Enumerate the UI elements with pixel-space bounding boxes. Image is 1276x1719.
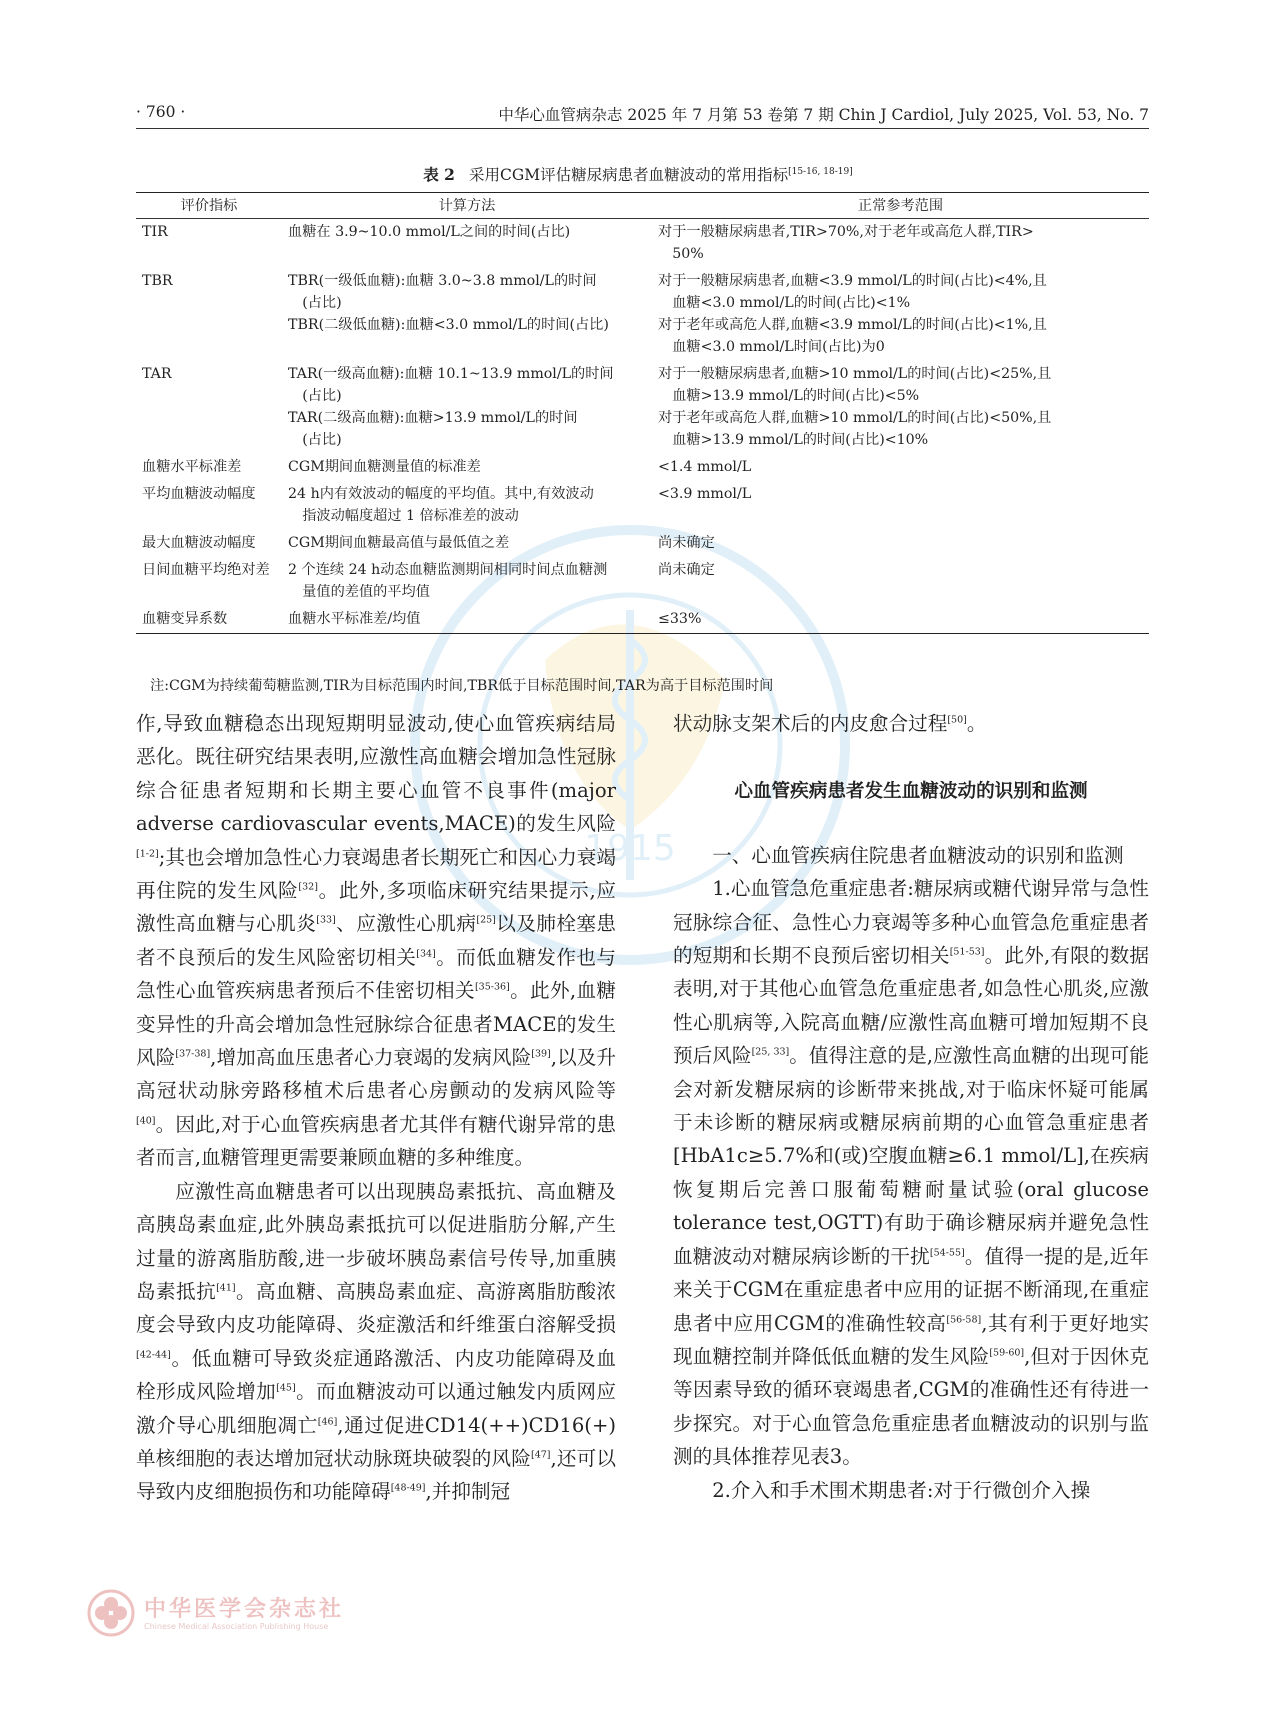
subsection-heading: 一、心血管疾病住院患者血糖波动的识别和监测 (712, 843, 1124, 867)
table-row (136, 454, 1149, 481)
cell-line: TAR(一级高血糖):血糖 10.1~13.9 mmol/L的时间 (288, 366, 614, 382)
continuation-paragraph: 状动脉支架术后的内皮愈合过程[50]。 (673, 712, 987, 735)
cell-metric (136, 606, 282, 634)
cell-line: 血糖>13.9 mmol/L的时间(占比)<10% (672, 432, 929, 448)
cell-line: 最大血糖波动幅度 (142, 535, 256, 551)
cell-line: 血糖变异系数 (142, 611, 228, 627)
cell-range (652, 454, 1149, 481)
cell-method (282, 454, 652, 481)
cell-method (282, 361, 652, 454)
cell-line: 血糖>13.9 mmol/L的时间(占比)<5% (672, 388, 920, 404)
body-paragraph: 2.介入和手术围术期患者:对于行微创介入操 (712, 1478, 1091, 1502)
citation-ref: [45] (276, 1382, 296, 1394)
body-paragraph: 1.心血管急危重症患者:糖尿病或糖代谢异常与急性冠脉综合征、急性心力衰竭等多种心血管急危重症患者的短期和长期不良预后密切相关[51-53]。此外,有限的数据表明,对于其他心血管急危重症患者,如急性心肌炎,应激性心肌病等,入院高血糖/应激性高血糖可增加短期不良预后风险[25, 33]。值得注意的是,应激性高血糖的出现可能会对新发糖尿病的诊断带来挑战,对于临床怀疑可能属于未诊断的糖尿病或糖尿病前期的心血管急重症患者[HbA1c≥5.7%和(或)空腹血糖≥6.1 mmol/L],在疾病恢复期后完善口服葡萄糖耐量试验(oral glucose tolerance test,OGTT)有助于确诊糖尿病并避免急性血糖波动对糖尿病诊断的干扰[54-55]。值得一提的是,近年来关于CGM在重症患者中应用的证据不断涌现,在重症患者中应用CGM的准确性较高[56-58],其有利于更好地实现血糖控制并降低低血糖的发生风险[59-60],但对于因休克等因素导致的循环衰竭患者,CGM的准确性还有待进一步探究。对于心血管急危重症患者血糖波动的识别与监测的具体推荐见表3。 (673, 877, 1150, 1469)
journal-citation: 中华心血管病杂志 2025 年 7 月第 53 卷第 7 期 Chin J Cardiol, July 2025, Vol. 53, No. 7 (498, 106, 1149, 124)
header-method: 计算方法 (282, 193, 652, 219)
cell-method (282, 606, 652, 634)
cell-method (282, 481, 652, 530)
cell-line: 血糖水平标准差 (142, 459, 242, 475)
cell-method (282, 530, 652, 557)
cell-line: <1.4 mmol/L (658, 459, 752, 475)
cell-line: 对于老年或高危人群,血糖<3.9 mmol/L的时间(占比)<1%,且 (658, 317, 1047, 333)
cell-line: 平均血糖波动幅度 (142, 486, 256, 502)
cell-line: 对于一般糖尿病患者,血糖>10 mmol/L的时间(占比)<25%,且 (658, 366, 1052, 382)
table-header-row (136, 193, 1149, 219)
metrics-table (136, 192, 1149, 634)
table-row (136, 219, 1149, 269)
cell-line: TBR (142, 273, 173, 289)
citation-ref: [33] (316, 914, 336, 926)
citation-ref: [50] (947, 714, 967, 726)
citation-ref: [59-60] (989, 1347, 1025, 1359)
body-paragraph: 作,导致血糖稳态出现短期明显波动,使心血管疾病结局恶化。既往研究结果表明,应激性高血糖会增加急性冠脉综合征患者短期和长期主要心血管不良事件(major adverse cardiovascular events,MACE)的发生风险[1-2];其也会增加急性心力衰竭患者长期死亡和因心力衰竭再住院的发生风险[32]。此外,多项临床研究结果提示,应激性高血糖与心肌炎[33]、应激性心肌病[25]以及肺栓塞患者不良预后的发生风险密切相关[34]。而低血糖发作也与急性心血管疾病患者预后不佳密切相关[35-36]。此外,血糖变异性的升高会增加急性冠脉综合征患者MACE的发生风险[37-38],增加高血压患者心力衰竭的发病风险[39],以及升高冠状动脉旁路移植术后患者心房颤动的发病风险等[40]。因此,对于心血管疾病患者尤其伴有糖代谢异常的患者而言,血糖管理更需要兼顾血糖的多种维度。 (136, 712, 617, 1170)
table-caption-refs: [15-16, 18-19] (788, 166, 853, 177)
cell-line: TBR(二级低血糖):血糖<3.0 mmol/L的时间(占比) (288, 317, 609, 333)
cell-line: 量值的差值的平均值 (302, 584, 430, 600)
citation-ref: [35-36] (474, 981, 510, 993)
cell-metric (136, 268, 282, 361)
table-caption-text: 采用CGM评估糖尿病患者血糖波动的常用指标 (468, 166, 789, 184)
citation-ref: [25, 33] (751, 1046, 790, 1058)
cell-range (652, 219, 1149, 269)
citation-ref: [39] (531, 1048, 551, 1060)
table-note: 注:CGM为持续葡萄糖监测,TIR为目标范围内时间,TBR低于目标范围时间,TAR为高于目标范围时间 (150, 678, 774, 694)
header-range: 正常参考范围 (652, 193, 1149, 219)
cell-line: TBR(一级低血糖):血糖 3.0~3.8 mmol/L的时间 (288, 273, 597, 289)
cell-range (652, 606, 1149, 634)
cell-line: TAR (142, 366, 172, 382)
table-row (136, 530, 1149, 557)
table-row (136, 481, 1149, 530)
cell-range (652, 557, 1149, 606)
publisher-name-cn: 中华医学会杂志社 (144, 1596, 345, 1622)
cell-line: (占比) (302, 388, 342, 404)
cell-range (652, 361, 1149, 454)
cell-line: CGM期间血糖最高值与最低值之差 (288, 535, 510, 551)
citation-ref: [37-38] (175, 1048, 211, 1060)
cell-line: TIR (142, 224, 168, 240)
citation-ref: [41] (216, 1282, 236, 1294)
citation-ref: [1-2] (136, 848, 159, 860)
cell-metric (136, 557, 282, 606)
citation-ref: [51-53] (949, 946, 985, 958)
table-body (136, 219, 1149, 634)
cell-line: 2 个连续 24 h动态血糖监测期间相同时间点血糖测 (288, 562, 608, 578)
right-column (673, 707, 1149, 1507)
citation-ref: [48-49] (390, 1482, 426, 1494)
table-caption (0, 163, 1276, 185)
cell-range (652, 481, 1149, 530)
citation-ref: [47] (531, 1449, 551, 1461)
cell-metric (136, 454, 282, 481)
table-row (136, 268, 1149, 361)
cell-metric (136, 219, 282, 269)
cell-range (652, 268, 1149, 361)
publisher-flower-icon (86, 1588, 136, 1638)
cell-line: 对于老年或高危人群,血糖>10 mmol/L的时间(占比)<50%,且 (658, 410, 1052, 426)
body-paragraph: 应激性高血糖患者可以出现胰岛素抵抗、高血糖及高胰岛素血症,此外胰岛素抵抗可以促进脂肪分解,产生过量的游离脂肪酸,进一步破坏胰岛素信号传导,加重胰岛素抵抗[41]。高血糖、高胰岛素血症、高游离脂肪酸浓度会导致内皮功能障碍、炎症激活和纤维蛋白溶解受损[42-44]。低血糖可导致炎症通路激活、内皮功能障碍及血栓形成风险增加[45]。而血糖波动可以通过触发内质网应激介导心肌细胞凋亡[46],通过促进CD14(++)CD16(+)单核细胞的表达增加冠状动脉斑块破裂的风险[47],还可以导致内皮细胞损伤和功能障碍[48-49],并抑制冠 (136, 1179, 617, 1504)
cell-line: ≤33% (658, 611, 702, 627)
cell-line: 尚未确定 (658, 535, 715, 551)
cell-line: 对于一般糖尿病患者,血糖<3.9 mmol/L的时间(占比)<4%,且 (658, 273, 1047, 289)
right-paragraphs (673, 872, 1149, 1507)
citation-ref: [54-55] (929, 1247, 965, 1259)
cell-line: 24 h内有效波动的幅度的平均值。其中,有效波动 (288, 486, 594, 502)
cell-range (652, 530, 1149, 557)
left-column (136, 707, 616, 1509)
cell-line: 指波动幅度超过 1 倍标准差的波动 (302, 508, 519, 524)
citation-ref: [40] (136, 1115, 156, 1127)
table-label: 表 2 (423, 165, 455, 184)
cell-line: 血糖水平标准差/均值 (288, 611, 421, 627)
cell-line: 对于一般糖尿病患者,TIR>70%,对于老年或高危人群,TIR> (658, 224, 1034, 240)
cell-metric (136, 361, 282, 454)
table-row (136, 606, 1149, 634)
citation-ref: [25] (476, 914, 496, 926)
cell-line: 日间血糖平均绝对差 (142, 562, 270, 578)
cell-line: TAR(二级高血糖):血糖>13.9 mmol/L的时间 (288, 410, 578, 426)
table-row (136, 557, 1149, 606)
publisher-name-en: Chinese Medical Association Publishing House (144, 1622, 329, 1631)
publisher-logo (86, 1588, 386, 1642)
cell-metric (136, 481, 282, 530)
cell-line: 血糖在 3.9~10.0 mmol/L之间的时间(占比) (288, 224, 571, 240)
citation-ref: [46] (317, 1416, 338, 1427)
cell-line: (占比) (302, 432, 342, 448)
header-metric: 评价指标 (136, 193, 282, 219)
cell-line: 尚未确定 (658, 562, 715, 578)
cell-line: <3.9 mmol/L (658, 486, 752, 502)
citation-ref: [56-58] (946, 1313, 982, 1325)
page-number: · 760 · (136, 103, 186, 121)
cell-method (282, 268, 652, 361)
citation-ref: [34] (416, 948, 436, 960)
cell-metric (136, 530, 282, 557)
cell-method (282, 557, 652, 606)
table-row (136, 361, 1149, 454)
cell-line: 血糖<3.0 mmol/L时间(占比)为0 (672, 339, 885, 355)
cell-line: 50% (672, 246, 704, 262)
cell-line: (占比) (302, 295, 342, 311)
section-heading: 心血管疾病患者发生血糖波动的识别和监测 (734, 781, 1088, 803)
citation-ref: [32] (298, 881, 318, 893)
cell-line: 血糖<3.0 mmol/L的时间(占比)<1% (672, 295, 911, 311)
header-rule (136, 128, 1149, 129)
cell-method (282, 219, 652, 269)
citation-ref: [42-44] (136, 1349, 171, 1361)
cell-line: CGM期间血糖测量值的标准差 (288, 459, 481, 475)
watermark-year: 1915 (584, 828, 676, 869)
